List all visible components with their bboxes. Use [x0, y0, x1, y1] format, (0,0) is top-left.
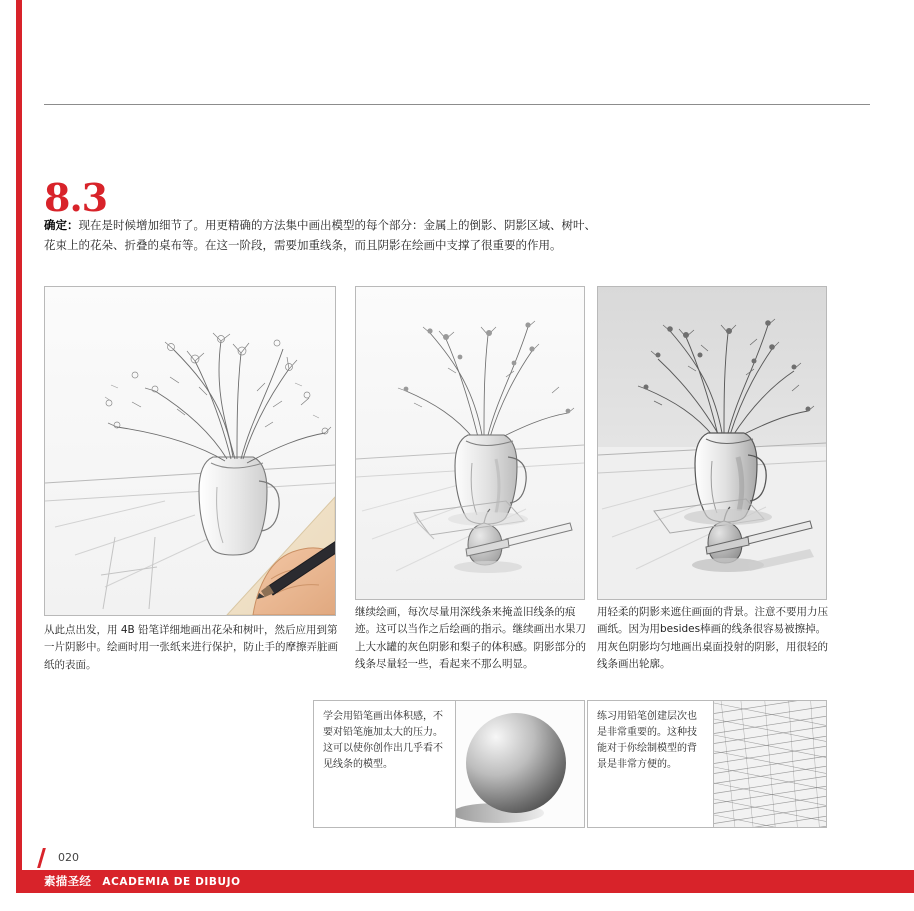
header-rule	[44, 104, 870, 105]
figure-1-caption: 从此点出发，用 4B 铅笔详细地画出花朵和树叶，然后应用到第一片阴影中。绘画时用一张纸来进行保护，防止手的摩擦弄脏画纸的表面。	[44, 624, 338, 671]
page-number: 020	[58, 851, 79, 864]
page-number-slash	[37, 848, 46, 868]
left-red-accent	[16, 0, 22, 870]
left-margin-bar	[0, 0, 16, 911]
footer-title-cn: 素描圣经	[44, 874, 92, 888]
tip-box-volume	[313, 700, 457, 828]
tip-box-layers	[587, 700, 715, 828]
figure-step-3	[597, 286, 827, 600]
texture-hatching-sample	[713, 700, 827, 828]
sphere-shading-sample	[455, 700, 585, 828]
figure-step-1	[44, 286, 336, 616]
figure-3-caption: 用轻柔的阴影来遮住画面的背景。注意不要用力压画纸。因为用besides棒画的线条很容易被擦掉。用灰色阴影均匀地画出桌面投射的阴影，用很轻的线条画出轮廓。	[597, 606, 828, 670]
tip-box-volume-text: 学会用铅笔画出体积感，不要对铅笔施加太大的压力。这可以使你创作出几乎看不见线条的模型。	[323, 711, 443, 770]
footer-title	[44, 873, 241, 889]
tip-box-layers-text: 练习用铅笔创建层次也是非常重要的。这种技能对于你绘制模型的背景是非常方便的。	[597, 711, 697, 770]
intro-text: 现在是时候增加细节了。用更精确的方法集中画出模型的每个部分：金属上的倒影、阴影区域、树叶、花束上的花朵、折叠的桌布等。在这一阶段，需要加重线条，而且阴影在绘画中支撑了很重要的作用。	[44, 218, 596, 253]
footer-title-es: ACADEMIA DE DIBUJO	[102, 876, 241, 888]
figure-step-2	[355, 286, 585, 600]
intro-lead: 确定：	[44, 218, 79, 232]
page-footer	[0, 870, 914, 911]
section-intro	[44, 215, 604, 255]
section-number: 8.3	[44, 175, 108, 220]
figure-2-caption: 继续绘画，每次尽量用深线条来掩盖旧线条的痕迹。这可以当作之后绘画的指示。继续画出水果刀上大水罐的灰色阴影和梨子的体积感。阴影部分的线条尽量轻一些，看起来不那么明显。	[355, 606, 586, 670]
